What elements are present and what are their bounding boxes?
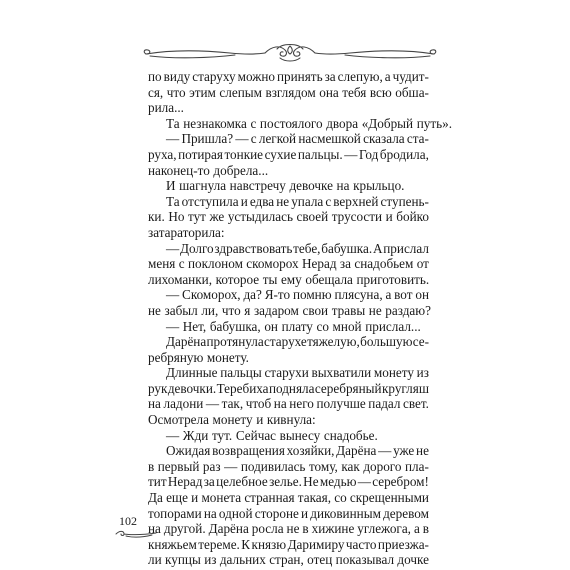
text-line: по виду старуху можно принять за слепую, а чудит- bbox=[148, 69, 429, 84]
text-line: ся, что этим слепым взглядом она тебя всю обша- bbox=[148, 84, 429, 100]
text-line: тит Нерад за целебное зелье. Не медью — серебром! bbox=[148, 474, 429, 490]
text-line: Дарёна протянула старухе тяжелую, большую се- bbox=[166, 334, 429, 350]
text-line: Осмотрела монету и кивнула: bbox=[148, 412, 316, 428]
header-ornament-icon bbox=[140, 40, 440, 66]
text-line: — Пришла? — с легкой насмешкой сказала ста- bbox=[166, 131, 429, 147]
text-line: рила... bbox=[148, 100, 184, 116]
text-line: лихоманки, которое ты ему обещала приготовить. bbox=[148, 271, 430, 287]
text-line: — Нет, бабушка, он плату со мной прислал... bbox=[166, 318, 421, 334]
text-line: Та незнакомка с постоялого двора «Добрый путь». bbox=[166, 115, 453, 131]
text-line: на ладони — так, чтоб на него получше падал свет. bbox=[148, 396, 429, 412]
text-line: не забыл ли, что я задаром свои травы не раздаю? bbox=[148, 302, 431, 318]
text-line: рук девочки. Теребиха подняла серебряный кругляш bbox=[148, 380, 429, 396]
text-line: Ожидая возвращения хозяйки, Дарёна — уже не bbox=[166, 443, 429, 459]
text-line: Та отступила и едва не упала с верхней ступень- bbox=[166, 193, 429, 209]
text-line: ребряную монету. bbox=[148, 349, 249, 365]
text-line: меня с поклоном скоморох Нерад за снадобьем от bbox=[148, 256, 429, 272]
text-line: наконец-то добрела... bbox=[148, 162, 269, 178]
text-line: Да еще и монета странная такая, со скрещенными bbox=[148, 490, 429, 506]
text-line: ки. Но тут же устыдилась своей трусости и бойко bbox=[148, 209, 429, 225]
text-line: — Жди тут. Сейчас вынесу снадобье. bbox=[166, 427, 378, 443]
text-line: топорами на одной стороне и диковинным деревом bbox=[148, 505, 429, 521]
text-line: княжьем тереме. К князю Даримиру часто приезжа- bbox=[148, 536, 429, 552]
text-line: руха, потирая тонкие сухие пальцы. — Год бродила, bbox=[148, 146, 429, 162]
text-line: на другой. Дарёна росла не в хижине углежога, а в bbox=[148, 521, 429, 537]
body-text bbox=[148, 69, 453, 568]
footer-ornament-icon bbox=[114, 528, 158, 540]
text-line: затараторила: bbox=[148, 224, 225, 240]
text-line: — Скоморох, да? Я-то помню плясуна, а вот он bbox=[166, 287, 429, 303]
text-line: — Долго здравствовать тебе, бабушка. А прислал bbox=[166, 240, 429, 256]
text-line: ли купцы из дальних стран, отец показывал дочке bbox=[148, 552, 429, 568]
text-line: Длинные пальцы старухи выхватили монету из bbox=[166, 365, 429, 381]
text-line: И шагнула навстречу девочке на крыльцо. bbox=[166, 178, 405, 194]
text-line: в первый раз — подивилась тому, как дорого пла- bbox=[148, 458, 429, 474]
page-number: 102 bbox=[119, 514, 137, 528]
